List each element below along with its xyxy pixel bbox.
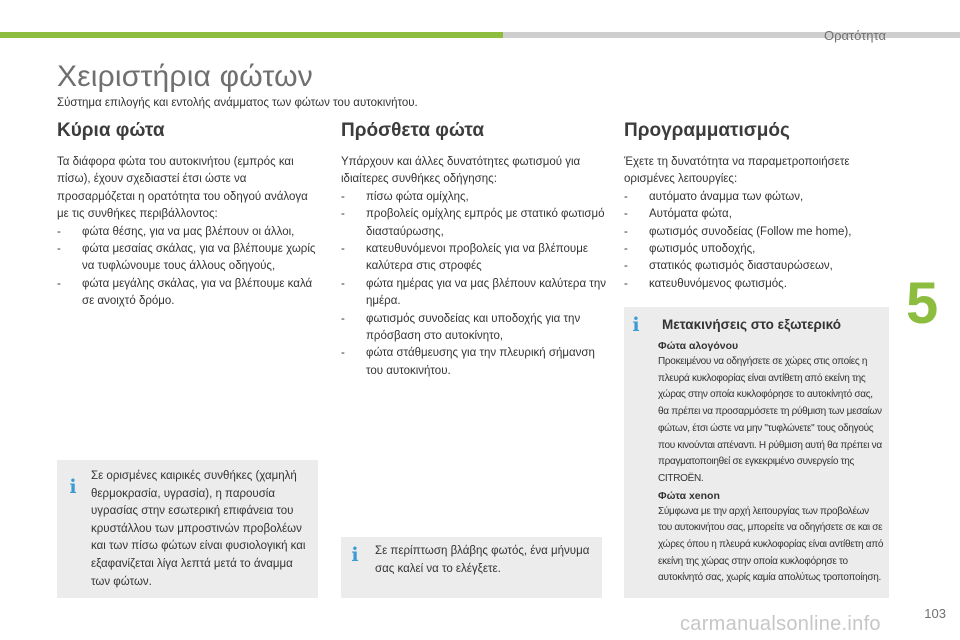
section-title: Ορατότητα — [823, 28, 886, 43]
list-item: - κατευθυνόμενοι προβολείς για να βλέπουμε καλύτερα στις στροφές — [341, 241, 611, 276]
list-item: - φώτα μεσαίας σκάλας, για να βλέπουμε χωρίς να τυφλώνουμε τους άλλους οδηγούς, — [57, 241, 322, 276]
info-icon: i — [351, 544, 359, 566]
additional-lights-section — [341, 120, 611, 380]
bulb-failure-info-box — [341, 537, 602, 598]
list-item: - φώτα στάθμευσης για την πλευρική σήμανση του αυτοκινήτου. — [341, 345, 611, 380]
main-lights-list — [57, 224, 322, 311]
header-bar — [503, 32, 960, 38]
bulb-failure-info-text: Σε περίπτωση βλάβης φωτός, ένα μήνυμα σας καλεί να το ελέγξετε. — [375, 545, 590, 575]
list-item: - αυτόματο άναμμα των φώτων, — [624, 189, 889, 206]
programming-list — [624, 189, 889, 293]
list-item: - Αυτόματα φώτα, — [624, 206, 889, 223]
xenon-text: Σύμφωνα με την αρχή λειτουργίας των προβολέων του αυτοκινήτου σας, μπορείτε να οδηγήσετε σε και σε χώρες όπου η πλευρά κυκλοφορίας είναι αντίθετη από εκείνη της χώρας στην οποία κυκλοφόρησε το αυτοκίνητό σας, χωρίς καμία απολύτως τροποποίηση. — [658, 505, 884, 584]
list-item: - φώτα μεγάλης σκάλας, για να βλέπουμε καλά σε ανοιχτό δρόμο. — [57, 276, 322, 311]
page-subtitle: Σύστημα επιλογής και εντολής ανάμματος των φώτων του αυτοκινήτου. — [57, 97, 418, 109]
halogen-subtitle: Φώτα αλογόνου — [658, 340, 739, 352]
additional-lights-list — [341, 189, 611, 380]
halogen-text: Προκειμένου να οδηγήσετε σε χώρες στις οποίες η πλευρά κυκλοφορίας είναι αντίθετη από εκείνη της χώρας στην οποία κυκλοφόρησε το αυτοκίνητό σας, θα πρέπει να προσαρμόσετε τη ρύθμιση των μεσαίων φώτων, έτσι ώστε να μην "τυφλώνετε" τους οδηγούς που κινούνται απέναντι. Η ρύθμιση αυτή θα πρέπει να πραγματοποιηθεί σε εγκεκριμένο συνεργείο της CITROËN. — [658, 356, 882, 484]
driving-abroad-content — [658, 338, 884, 587]
programming-heading: Προγραμματισμός — [624, 120, 790, 141]
programming-intro: Έχετε τη δυνατότητα να παραμετροποιήσετε ορισμένες λειτουργίες: — [624, 156, 850, 186]
xenon-subtitle: Φώτα xenon — [658, 489, 720, 502]
list-item: - φωτισμός συνοδείας (Follow me home), — [624, 224, 889, 241]
page-number: 103 — [924, 606, 946, 621]
condensation-info-text: Σε ορισμένες καιρικές συνθήκες (χαμηλή θερμοκρασία, υγρασία), η παρουσία υγρασίας στην εσωτερική επιφάνεια του κρυστάλλου των μπροστινών προβολέων και των πίσω φώτων είναι φυσιολογική και εξαφανίζεται λίγα λεπτά μετά το άναμμα των φώτων. — [91, 470, 306, 588]
list-item: - φώτα ημέρας για να μας βλέπουν καλύτερα την ημέρα. — [341, 276, 611, 311]
list-item: - στατικός φωτισμός διασταυρώσεων, — [624, 258, 889, 275]
driving-abroad-title: Μετακινήσεις στο εξωτερικό — [662, 317, 841, 332]
header-accent-bar — [0, 32, 503, 38]
list-item: - φωτισμός υποδοχής, — [624, 241, 889, 258]
list-item: - φώτα θέσης, για να μας βλέπουν οι άλλοι, — [57, 224, 322, 241]
watermark: carmanualsonline.info — [680, 613, 881, 635]
condensation-info-box — [57, 460, 318, 598]
list-item: - προβολείς ομίχλης εμπρός με στατικό φωτισμό διασταύρωσης, — [341, 206, 611, 241]
driving-abroad-info-box — [624, 307, 889, 598]
list-item: - πίσω φώτα ομίχλης, — [341, 189, 611, 206]
page-title: Χειριστήρια φώτων — [57, 60, 313, 93]
chapter-number: 5 — [906, 271, 939, 336]
main-lights-heading: Κύρια φώτα — [57, 120, 165, 141]
info-icon: i — [69, 476, 77, 498]
list-item: - κατευθυνόμενος φωτισμός. — [624, 276, 889, 293]
info-icon: i — [632, 314, 640, 336]
main-lights-section — [57, 120, 322, 311]
main-lights-intro: Τα διάφορα φώτα του αυτοκινήτου (εμπρός και πίσω), έχουν σχεδιαστεί έτσι ώστε να προσαρμόζεται η ορατότητα του οδηγού ανάλογα με τις συνθήκες περιβάλλοντος: — [57, 156, 308, 221]
list-item: - φωτισμός συνοδείας και υποδοχής για την πρόσβαση στο αυτοκίνητο, — [341, 311, 611, 346]
additional-lights-intro: Υπάρχουν και άλλες δυνατότητες φωτισμού για ιδιαίτερες συνθήκες οδήγησης: — [341, 156, 581, 186]
additional-lights-heading: Πρόσθετα φώτα — [341, 120, 485, 141]
programming-section — [624, 120, 889, 293]
